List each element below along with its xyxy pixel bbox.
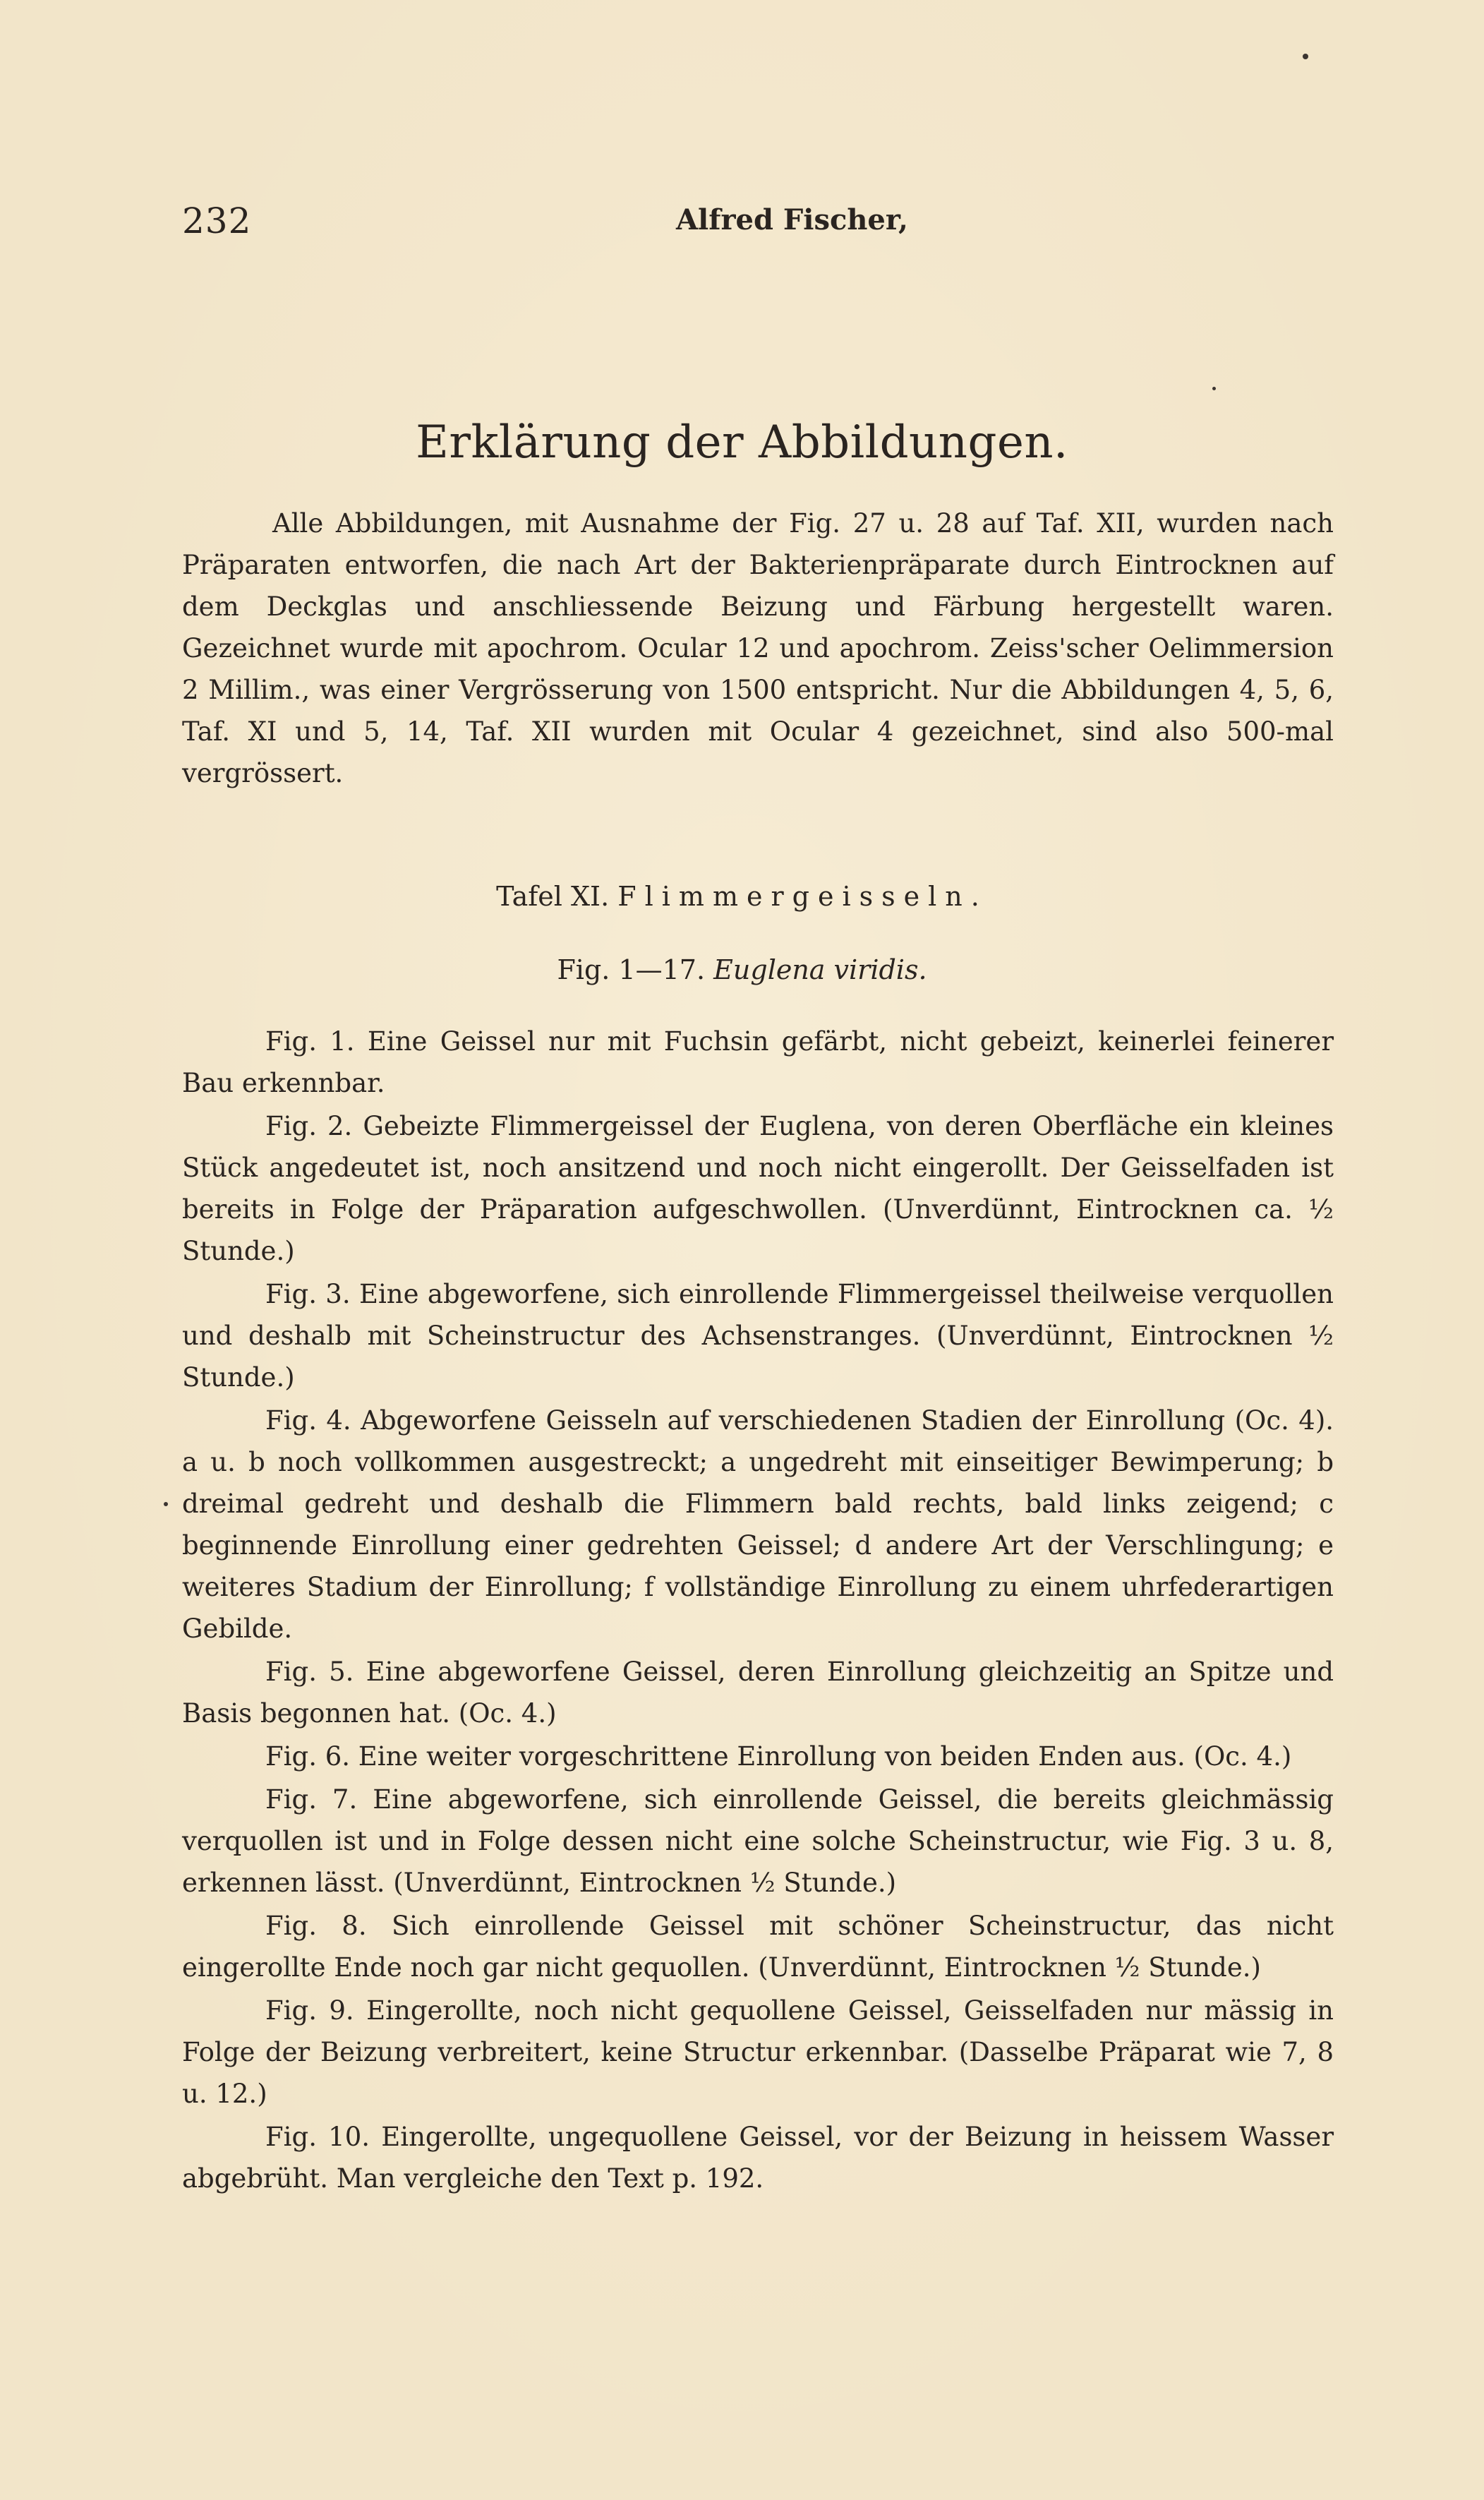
running-head: Alfred Fischer, <box>676 203 908 236</box>
figure-label: Fig. 8. <box>265 1911 367 1941</box>
figure-text: Eingerollte, ungequollene Geissel, vor der Beizung in heissem Wasser abgebrüht. Man vergleiche den Text p. 192. <box>182 2122 1334 2194</box>
figure-text: Eine Geissel nur mit Fuchsin gefärbt, nicht gebeizt, keinerlei feinerer Bau erkennbar. <box>182 1026 1334 1098</box>
plate-heading <box>0 881 1484 912</box>
section-title: Erklärung der Abbildungen. <box>416 416 1068 469</box>
figure-label: Fig. 9. <box>265 1995 354 2026</box>
ink-speck <box>1303 54 1308 59</box>
figure-entry <box>182 1779 1334 1904</box>
ink-speck <box>164 1502 168 1506</box>
figure-entry <box>182 1736 1334 1777</box>
figure-label: Fig. 2. <box>265 1111 353 1141</box>
figure-entry <box>182 1990 1334 2115</box>
plate-label: Tafel XI. <box>496 881 610 912</box>
page-header <box>182 200 1322 243</box>
figure-text: Eine abgeworfene, sich einrollende Flimmergeissel theilweise verquollen und deshalb mit Scheinstructur des Achsenstranges. (Unverdünnt, Eintrocknen ½ Stunde.) <box>182 1279 1334 1393</box>
figure-text: Abgeworfene Geisseln auf verschiedenen Stadien der Einrollung (Oc. 4). a u. b noch vollkommen ausgestreckt; a ungedreht mit einseitiger Bewimperung; b dreimal gedreht und deshalb die Flimmern bald rechts, bald links zeigend; c beginnende Einrollung einer gedrehten Geissel; d andere Art der Verschlingung; e weiteres Stadium der Einrollung; f vollständige Einrollung zu einem uhrfederartigen Gebilde. <box>182 1405 1334 1644</box>
figure-label: Fig. 5. <box>265 1657 354 1687</box>
figure-text: Gebeizte Flimmergeissel der Euglena, von deren Oberfläche ein kleines Stück angedeutet ist, noch ansitzend und noch nicht eingerollt. Der Geisselfaden ist bereits in Folge der Präparation aufgeschwollen. (Unverdünnt, Eintrocknen ca. ½ Stunde.) <box>182 1111 1334 1266</box>
figure-entry <box>182 1021 1334 1104</box>
figure-label: Fig. 7. <box>265 1784 358 1815</box>
figure-text: Eingerollte, noch nicht gequollene Geissel, Geisselfaden nur mässig in Folge der Beizung verbreitert, keine Structur erkennbar. (Dasselbe Präparat wie 7, 8 u. 12.) <box>182 1995 1334 2109</box>
figure-list <box>182 1021 1334 2201</box>
figure-label: Fig. 6. <box>265 1741 351 1772</box>
ink-speck <box>1212 387 1216 390</box>
figure-label: Fig. 3. <box>265 1279 351 1309</box>
figure-range-label: Fig. 1—17. <box>557 954 706 985</box>
figure-text: Sich einrollende Geissel mit schöner Scheinstructur, das nicht eingerollte Ende noch gar nicht gequollen. (Unverdünnt, Eintrocknen ½ Stunde.) <box>182 1911 1334 1983</box>
intro-paragraph: Alle Abbildungen, mit Ausnahme der Fig. 27 u. 28 auf Taf. XII, wurden nach Präparaten entworfen, die nach Art der Bakterienpräparate durch Eintrocknen auf dem Deckglas und anschliessende Beizung und Färbung hergestellt waren. Gezeichnet wurde mit apochrom. Ocular 12 und apochrom. Zeiss'scher Oelimmersion 2 Millim., was einer Vergrösserung von 1500 entspricht. Nur die Abbildungen 4, 5, 6, Taf. XI und 5, 14, Taf. XII wurden mit Ocular 4 gezeichnet, sind also 500-mal vergrössert. <box>182 508 1334 788</box>
figure-entry <box>182 1400 1334 1649</box>
figure-text: Eine weiter vorgeschrittene Einrollung von beiden Enden aus. (Oc. 4.) <box>358 1741 1292 1772</box>
figure-text: Eine abgeworfene, sich einrollende Geissel, die bereits gleichmässig verquollen ist und in Folge dessen nicht eine solche Scheinstructur, wie Fig. 3 u. 8, erkennen lässt. (Unverdünnt, Eintrocknen ½ Stunde.) <box>182 1784 1334 1898</box>
figure-entry <box>182 1905 1334 1988</box>
figure-entry <box>182 1105 1334 1272</box>
plate-name: Flimmergeisseln. <box>617 881 988 912</box>
figure-label: Fig. 10. <box>265 2122 370 2152</box>
figure-range-heading <box>0 954 1484 985</box>
figure-entry <box>182 1273 1334 1398</box>
figure-label: Fig. 4. <box>265 1405 351 1436</box>
figure-label: Fig. 1. <box>265 1026 355 1057</box>
figure-text: Eine abgeworfene Geissel, deren Einrollung gleichzeitig an Spitze und Basis begonnen hat. (Oc. 4.) <box>182 1657 1334 1729</box>
figure-entry <box>182 2116 1334 2199</box>
page-number: 232 <box>182 200 252 241</box>
figure-entry <box>182 1651 1334 1734</box>
species-name: Euglena viridis. <box>713 954 927 985</box>
